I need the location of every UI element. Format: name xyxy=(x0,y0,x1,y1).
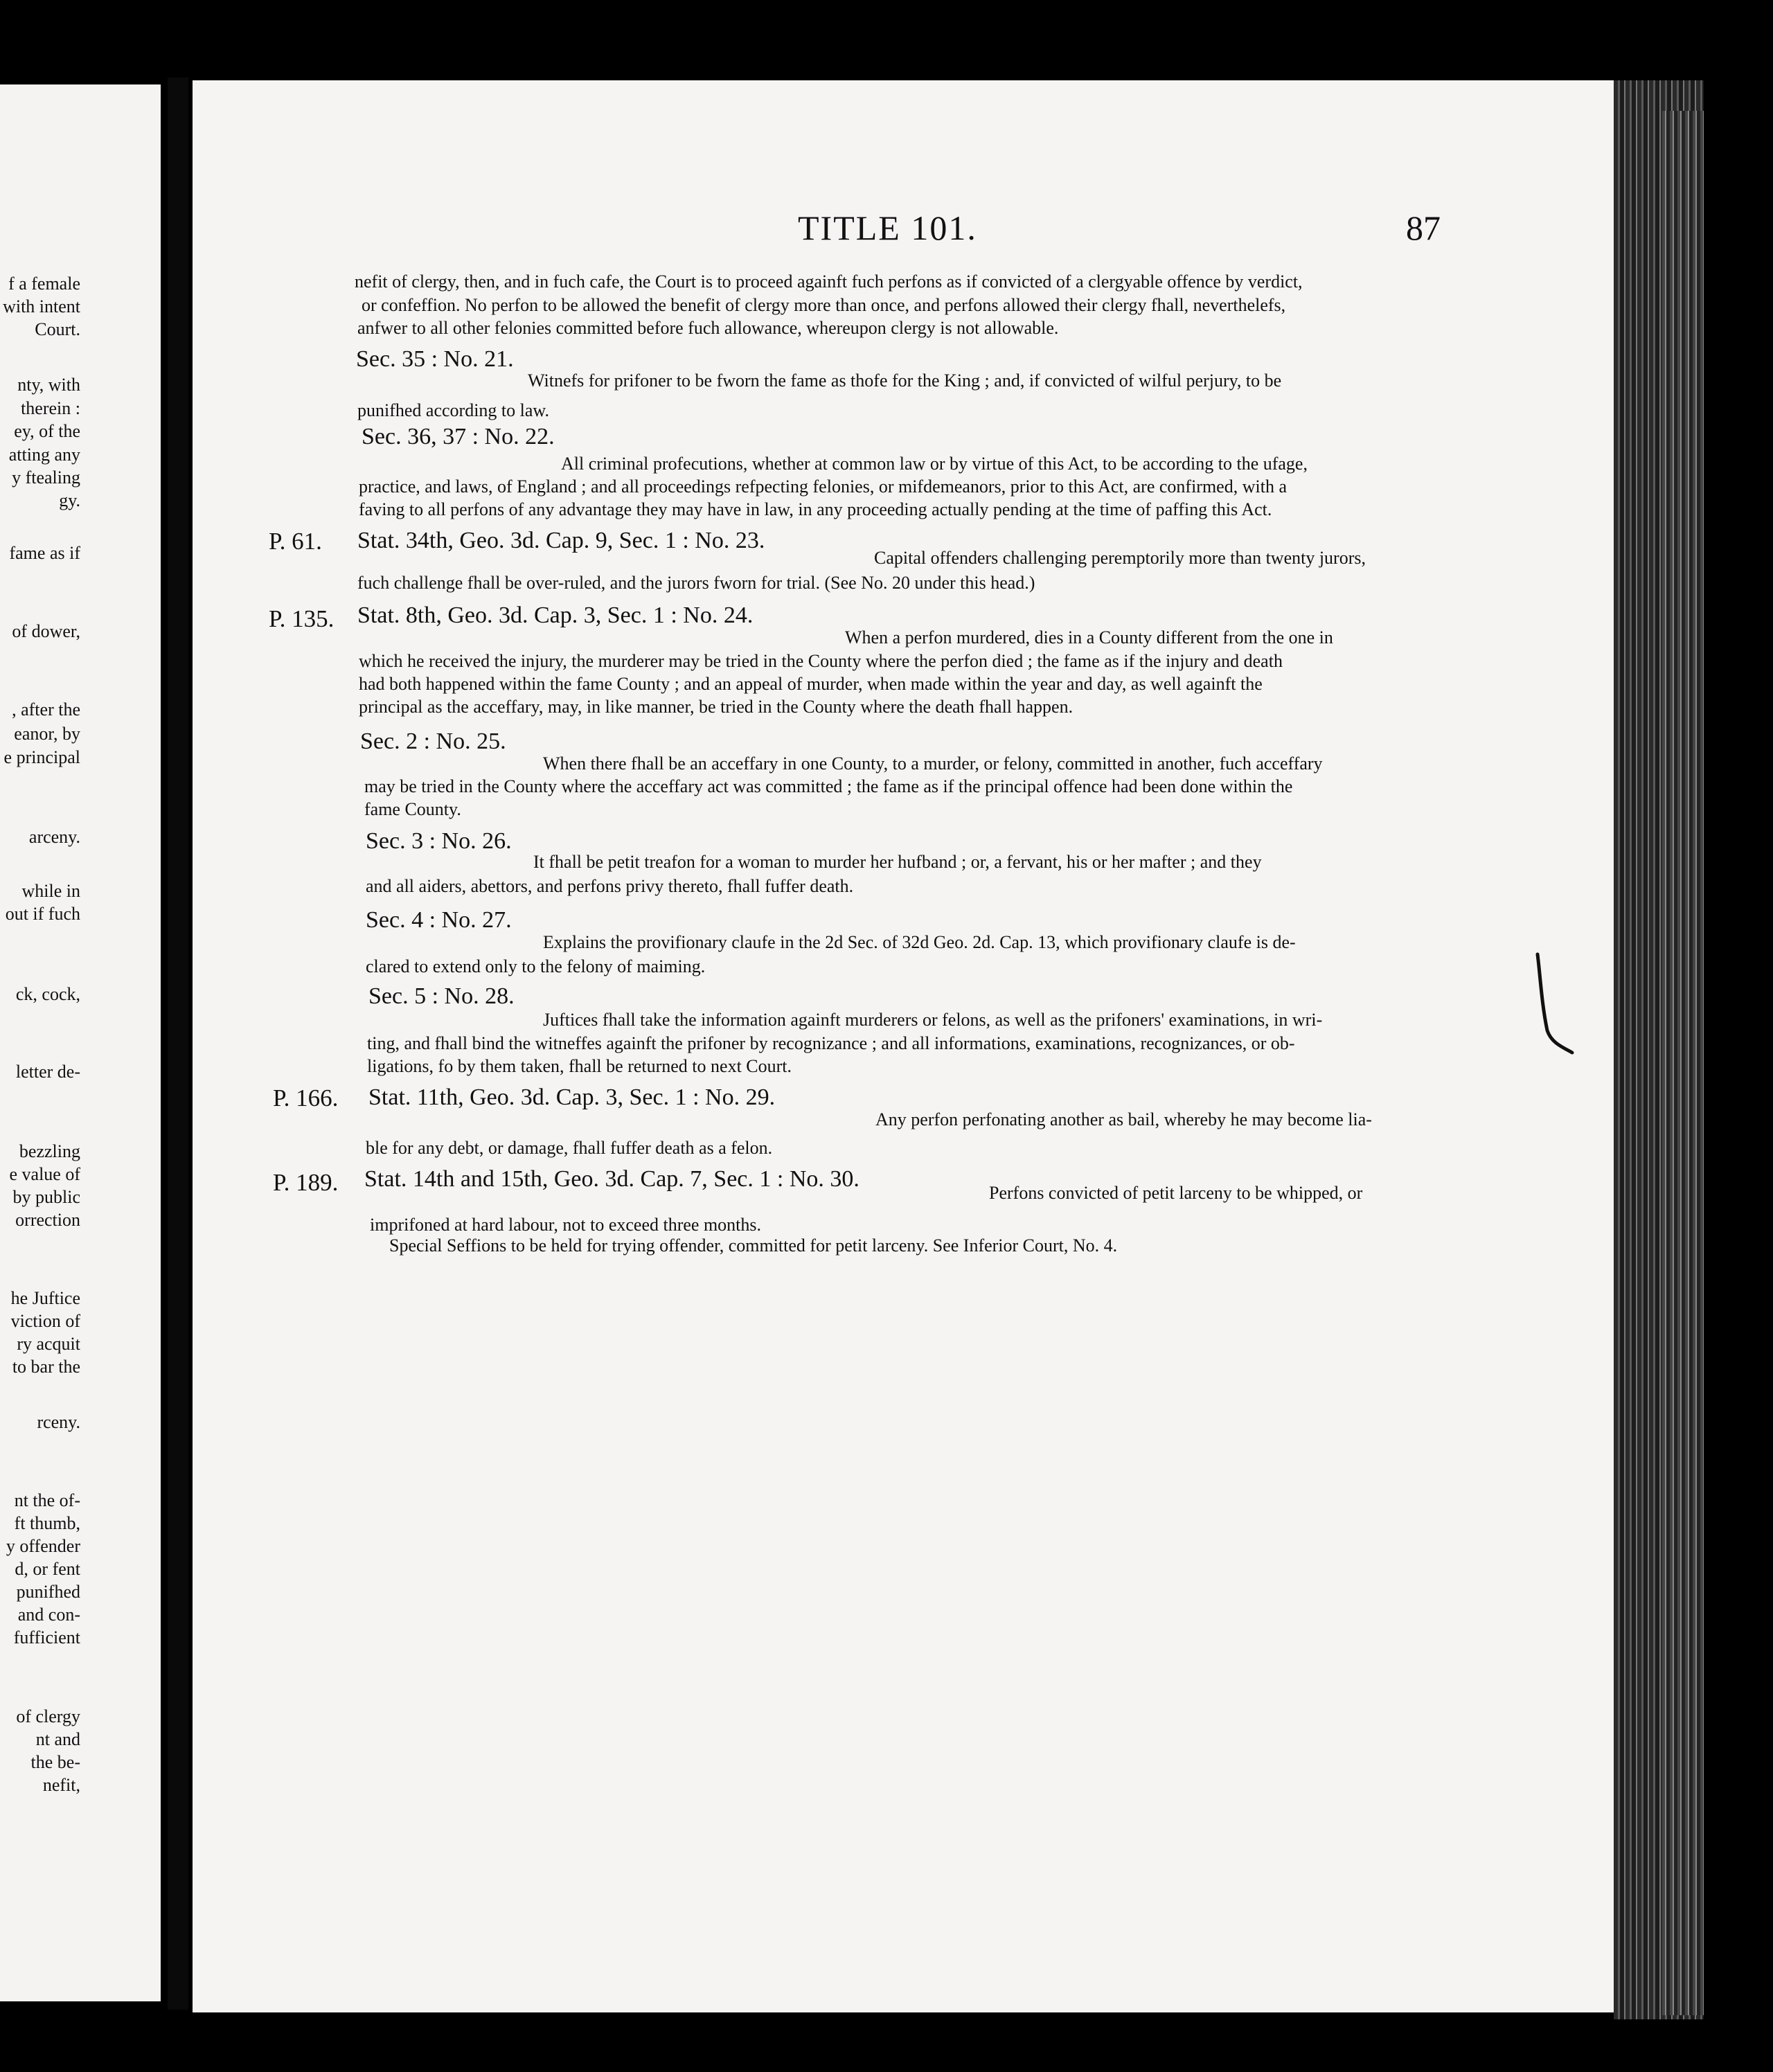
section-heading: Sec. 5 : No. 28. xyxy=(368,983,515,1009)
left-fragment: f a female xyxy=(8,274,80,294)
left-fragment: nt the of- xyxy=(14,1490,80,1510)
left-fragment: nefit, xyxy=(42,1775,80,1795)
section-heading: Sec. 3 : No. 26. xyxy=(366,828,512,854)
binding-gutter xyxy=(168,78,188,2010)
left-fragment: , after the xyxy=(12,699,80,720)
left-fragment: ft thumb, xyxy=(14,1513,80,1533)
body-line: or confeffion. No perfon to be allowed the benefit of clergy more than once, and perfons allowed their clergy fhall, neverthelefs, xyxy=(362,295,1286,315)
left-fragment: arceny. xyxy=(28,827,80,847)
body-line: Any perfon perfonating another as bail, whereby he may become lia- xyxy=(875,1109,1372,1129)
left-fragment: fufficient xyxy=(13,1627,80,1647)
left-fragment: bezzling xyxy=(19,1141,80,1161)
page-reference: P. 189. xyxy=(273,1169,339,1196)
body-line: ting, and fhall bind the witneffes againft the prifoner by recognizance ; and all informations, examinations, recognizances, or ob- xyxy=(367,1033,1295,1053)
left-fragment: y offender xyxy=(6,1536,80,1556)
left-fragment: of clergy xyxy=(16,1706,80,1726)
body-line: When there fhall be an acceffary in one County, to a murder, or felony, committed in another, fuch acceffary xyxy=(543,753,1323,774)
left-fragment: by public xyxy=(12,1187,80,1207)
page-stack-edge-inner xyxy=(1662,111,1704,2015)
left-fragment: y ftealing xyxy=(12,467,80,488)
left-fragment: e principal xyxy=(3,747,80,767)
body-line: nefit of clergy, then, and in fuch cafe, the Court is to proceed againft fuch perfons as if convicted of a clergyable offence by verdict, xyxy=(355,271,1303,292)
body-line: fame County. xyxy=(364,799,461,819)
left-fragment: e value of xyxy=(9,1164,80,1184)
left-fragment: ck, cock, xyxy=(15,984,80,1004)
body-line: ble for any debt, or damage, fhall fuffer death as a felon. xyxy=(366,1138,773,1158)
left-fragment: orrection xyxy=(15,1210,80,1230)
body-line: All criminal profecutions, whether at common law or by virtue of this Act, to be according to the ufage, xyxy=(561,454,1308,474)
left-fragment: letter de- xyxy=(15,1062,80,1082)
left-fragment: punifhed xyxy=(16,1582,80,1602)
statute-heading: Stat. 11th, Geo. 3d. Cap. 3, Sec. 1 : No. 29. xyxy=(368,1084,776,1110)
left-fragment: nty, with xyxy=(17,375,80,395)
section-heading: Sec. 35 : No. 21. xyxy=(356,346,514,372)
statute-heading: Stat. 14th and 15th, Geo. 3d. Cap. 7, Sec. 1 : No. 30. xyxy=(364,1166,859,1192)
body-line: practice, and laws, of England ; and all proceedings refpecting felonies, or mifdemeanors, prior to this Act, are confirmed, with a xyxy=(359,476,1287,497)
section-heading: Sec. 36, 37 : No. 22. xyxy=(362,424,555,449)
left-fragment: he Juftice xyxy=(10,1288,80,1308)
body-line: punifhed according to law. xyxy=(357,400,549,420)
body-line: Explains the provifionary claufe in the 2d Sec. of 32d Geo. 2d. Cap. 13, which provifionary claufe is de- xyxy=(543,932,1296,952)
left-fragment: eanor, by xyxy=(14,724,80,744)
left-fragment: out if fuch xyxy=(5,904,80,924)
page-reference: P. 166. xyxy=(273,1084,339,1111)
body-line: Perfons convicted of petit larceny to be whipped, or xyxy=(989,1183,1363,1203)
body-line: Juftices fhall take the information againft murderers or felons, as well as the prifoners' examinations, in wri- xyxy=(543,1010,1323,1030)
body-line: anfwer to all other felonies committed before fuch allowance, whereupon clergy is not allowable. xyxy=(357,318,1059,338)
margin-ink-mark xyxy=(1524,949,1579,1060)
body-line: and all aiders, abettors, and perfons privy thereto, fhall fuffer death. xyxy=(366,876,854,896)
page-title: TITLE 101. xyxy=(798,208,977,247)
left-fragment: d, or fent xyxy=(15,1559,80,1579)
left-fragment: therein : xyxy=(21,398,80,418)
left-fragment: ry acquit xyxy=(17,1334,80,1354)
body-line: Special Seffions to be held for trying offender, committed for petit larceny. See Inferior Court, No. 4. xyxy=(389,1235,1118,1256)
body-line: may be tried in the County where the acceffary act was committed ; the fame as if the principal offence had been done within the xyxy=(364,776,1293,796)
page-number: 87 xyxy=(1406,208,1441,247)
body-line: Capital offenders challenging peremptorily more than twenty jurors, xyxy=(874,548,1366,568)
section-heading: Sec. 2 : No. 25. xyxy=(360,729,506,754)
body-line: had both happened within the fame County ; and an appeal of murder, when made within the year and day, as well againft the xyxy=(359,674,1263,694)
left-fragment: Court. xyxy=(35,319,80,339)
left-fragment: with intent xyxy=(3,296,80,316)
body-line: It fhall be petit treafon for a woman to murder her hufband ; or, a fervant, his or her mafter ; and they xyxy=(533,852,1262,872)
body-line: faving to all perfons of any advantage they may have in law, in any proceeding actually pending at the time of paffing this Act. xyxy=(359,499,1272,519)
left-fragment: of dower, xyxy=(12,621,80,641)
body-line: principal as the acceffary, may, in like manner, be tried in the County where the death fhall happen. xyxy=(359,697,1073,717)
body-line: clared to extend only to the felony of maiming. xyxy=(366,956,706,976)
left-fragment: nt and xyxy=(35,1729,80,1749)
body-line: which he received the injury, the murderer may be tried in the County where the perfon died ; the fame as if the injury and death xyxy=(359,651,1283,671)
page-reference: P. 61. xyxy=(269,528,322,555)
left-fragment: the be- xyxy=(30,1752,80,1772)
body-line: Witnefs for prifoner to be fworn the fame as thofe for the King ; and, if convicted of wilful perjury, to be xyxy=(528,370,1282,391)
body-line: ligations, fo by them taken, fhall be returned to next Court. xyxy=(367,1056,792,1076)
body-line: When a perfon murdered, dies in a County different from the one in xyxy=(845,627,1333,648)
left-fragment: to bar the xyxy=(12,1357,80,1377)
body-line: fuch challenge fhall be over-ruled, and the jurors fworn for trial. (See No. 20 under this head.) xyxy=(357,573,1035,593)
left-fragment: gy. xyxy=(59,490,80,510)
left-fragment: rceny. xyxy=(37,1412,80,1432)
left-fragment: fame as if xyxy=(9,543,80,563)
statute-heading: Stat. 8th, Geo. 3d. Cap. 3, Sec. 1 : No. 24. xyxy=(357,602,754,628)
left-fragment: ey, of the xyxy=(14,421,80,441)
statute-heading: Stat. 34th, Geo. 3d. Cap. 9, Sec. 1 : No. 23. xyxy=(357,528,765,553)
page-reference: P. 135. xyxy=(269,605,335,632)
left-fragment: viction of xyxy=(10,1311,80,1331)
section-heading: Sec. 4 : No. 27. xyxy=(366,907,512,933)
body-line: imprifoned at hard labour, not to exceed three months. xyxy=(370,1215,762,1235)
left-fragment: while in xyxy=(21,881,80,901)
left-fragment: and con- xyxy=(17,1605,80,1625)
left-fragment: atting any xyxy=(8,445,80,465)
